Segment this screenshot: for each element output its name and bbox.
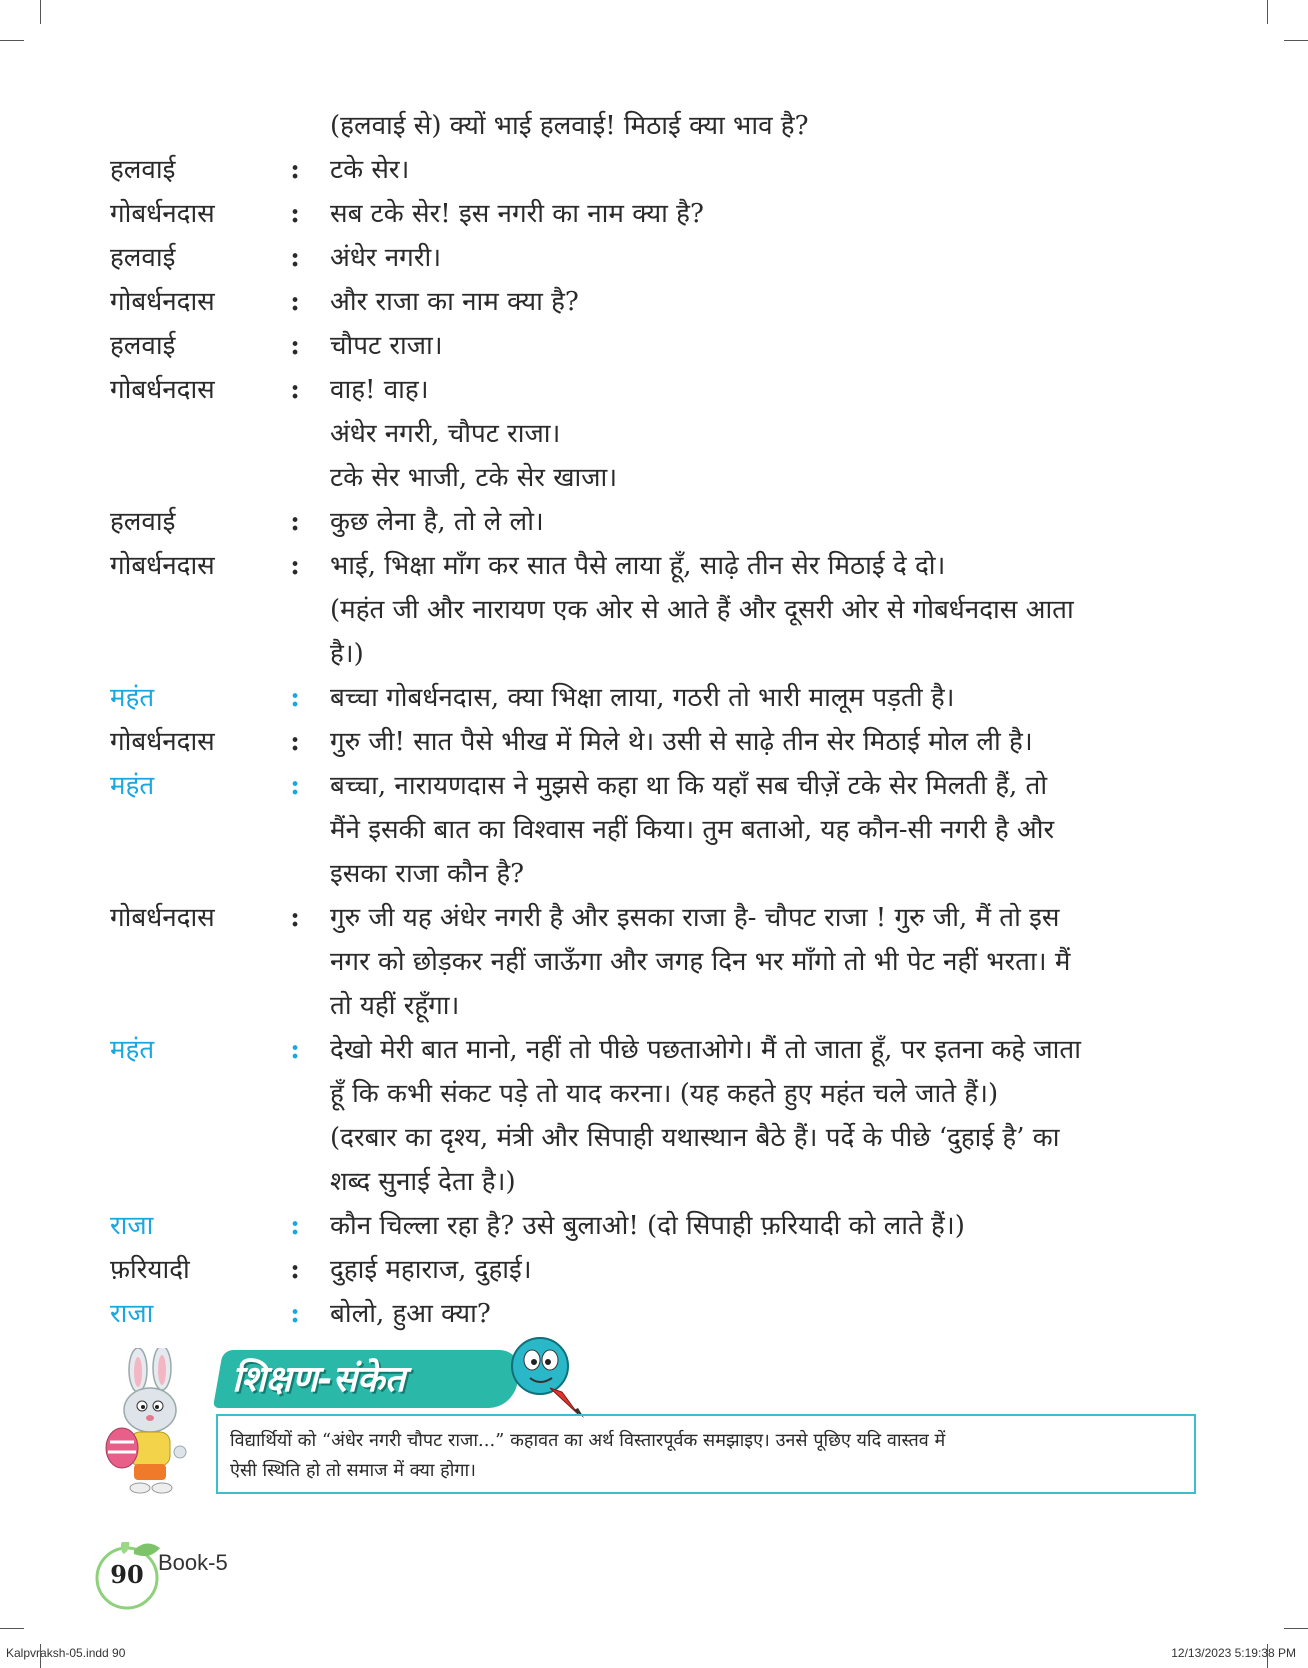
- dialogue-line: दुहाई महाराज, दुहाई।: [330, 1255, 532, 1285]
- speaker-name: गोबर्धनदास: [110, 287, 215, 317]
- dialogue-row: [110, 368, 1200, 500]
- teaching-tip-section: [100, 1330, 1200, 1500]
- dialogue-row: [110, 896, 1200, 1028]
- dialogue-line: कुछ लेना है, तो ले लो।: [330, 507, 544, 537]
- dialogue-text: [330, 544, 1200, 676]
- speaker-name: हलवाई: [110, 155, 176, 185]
- crop-mark: [40, 0, 41, 24]
- speaker-colon: :: [290, 199, 300, 229]
- speaker-name: हलवाई: [110, 507, 176, 537]
- speaker-name: हलवाई: [110, 331, 176, 361]
- dialogue-row: [110, 764, 1200, 896]
- dialogue-line: वाह! वाह।: [330, 375, 429, 405]
- tip-line: ऐसी स्थिति हो तो समाज में क्या होगा।: [230, 1460, 476, 1481]
- file-slug: Kalpvraksh-05.indd 90: [6, 1646, 126, 1660]
- speaker-name: गोबर्धनदास: [110, 199, 215, 229]
- dialogue-text: [330, 676, 1200, 720]
- play-dialogue: [110, 104, 1200, 1336]
- dialogue-text: [330, 280, 1200, 324]
- speaker-colon: :: [290, 683, 300, 713]
- speaker-colon: :: [290, 507, 300, 537]
- book-label: Book-5: [158, 1550, 228, 1575]
- dialogue-text: [330, 720, 1200, 764]
- dialogue-row: [110, 676, 1200, 720]
- dialogue-line: अंधेर नगरी, चौपट राजा।: [330, 419, 561, 449]
- dialogue-text: [330, 368, 1200, 500]
- date-slug: 12/13/2023 5:19:38 PM: [1171, 1646, 1296, 1660]
- dialogue-line: देखो मेरी बात मानो, नहीं तो पीछे पछताओगे। मैं तो जाता हूँ, पर इतना कहे जाता: [330, 1035, 1081, 1065]
- dialogue-text: [330, 192, 1200, 236]
- dialogue-text: [330, 1028, 1200, 1204]
- crop-mark: [1284, 40, 1308, 41]
- dialogue-line: तो यहीं रहूँगा।: [330, 991, 460, 1021]
- crop-mark: [0, 1628, 24, 1629]
- page-number-badge: [94, 1542, 152, 1600]
- dialogue-text: [330, 324, 1200, 368]
- dialogue-row: [110, 236, 1200, 280]
- dialogue-line: हूँ कि कभी संकट पड़े तो याद करना। (यह कहते हुए महंत चले जाते हैं।): [330, 1079, 999, 1109]
- dialogue-row: [110, 1204, 1200, 1248]
- speaker-colon: :: [290, 155, 300, 185]
- dialogue-line: कौन चिल्ला रहा है? उसे बुलाओ! (दो सिपाही फ़रियादी को लाते हैं।): [330, 1211, 965, 1241]
- dialogue-row: [110, 1248, 1200, 1292]
- tip-title: शिक्षण-संकेत: [232, 1359, 406, 1400]
- dialogue-text: [330, 896, 1200, 1028]
- speaker-name: महंत: [110, 683, 155, 713]
- dialogue-line: (हलवाई से) क्यों भाई हलवाई! मिठाई क्या भाव है?: [330, 111, 809, 141]
- speaker-colon: :: [290, 903, 300, 933]
- dialogue-text: [330, 1204, 1200, 1248]
- speaker-name: महंत: [110, 771, 155, 801]
- speaker-name: गोबर्धनदास: [110, 551, 215, 581]
- dialogue-row: [110, 500, 1200, 544]
- speaker-colon: :: [290, 1035, 300, 1065]
- dialogue-line: चौपट राजा।: [330, 331, 443, 361]
- crop-mark: [1284, 1628, 1308, 1629]
- dialogue-line: और राजा का नाम क्या है?: [330, 287, 579, 317]
- tip-line: विद्यार्थियों को “अंधेर नगरी चौपट राजा...” कहावत का अर्थ विस्तारपूर्वक समझाइए। उनसे पूछिए यदि वास्तव में: [230, 1430, 946, 1451]
- dialogue-line: गुरु जी! सात पैसे भीख में मिले थे। उसी से साढ़े तीन सेर मिठाई मोल ली है।: [330, 727, 1033, 757]
- tip-box: [216, 1414, 1196, 1494]
- speaker-name: राजा: [110, 1299, 154, 1329]
- speaker-name: महंत: [110, 1035, 155, 1065]
- pencil-mascot-icon: [500, 1330, 590, 1420]
- dialogue-row: [110, 192, 1200, 236]
- dialogue-line: शब्द सुनाई देता है।): [330, 1167, 516, 1197]
- speaker-colon: :: [290, 1211, 300, 1241]
- bunny-mascot-icon: [100, 1348, 200, 1498]
- crop-mark: [1267, 0, 1268, 24]
- dialogue-line: (दरबार का दृश्य, मंत्री और सिपाही यथास्थान बैठे हैं। पर्दे के पीछे ‘दुहाई है’ का: [330, 1123, 1060, 1153]
- dialogue-line: सब टके सेर! इस नगरी का नाम क्या है?: [330, 199, 704, 229]
- crop-mark: [0, 40, 24, 41]
- dialogue-line: (महंत जी और नारायण एक ओर से आते हैं और दूसरी ओर से गोबर्धनदास आता: [330, 595, 1074, 625]
- speaker-colon: :: [290, 771, 300, 801]
- dialogue-text: [330, 1248, 1200, 1292]
- dialogue-line: इसका राजा कौन है?: [330, 859, 525, 889]
- dialogue-line: बच्चा, नारायणदास ने मुझसे कहा था कि यहाँ सब चीज़ें टके सेर मिलती हैं, तो: [330, 771, 1048, 801]
- dialogue-line: बोलो, हुआ क्या?: [330, 1299, 491, 1329]
- dialogue-line: टके सेर।: [330, 155, 410, 185]
- dialogue-row: [110, 720, 1200, 764]
- dialogue-line: भाई, भिक्षा माँग कर सात पैसे लाया हूँ, साढ़े तीन सेर मिठाई दे दो।: [330, 551, 946, 581]
- speaker-colon: :: [290, 243, 300, 273]
- dialogue-line: है।): [330, 639, 364, 669]
- dialogue-row: [110, 1028, 1200, 1204]
- dialogue-text: [330, 148, 1200, 192]
- dialogue-line: अंधेर नगरी।: [330, 243, 442, 273]
- speaker-name: गोबर्धनदास: [110, 903, 215, 933]
- dialogue-row: [110, 104, 1200, 148]
- speaker-colon: :: [290, 727, 300, 757]
- speaker-colon: :: [290, 1255, 300, 1285]
- dialogue-line: मैंने इसकी बात का विश्वास नहीं किया। तुम बताओ, यह कौन-सी नगरी है और: [330, 815, 1055, 845]
- dialogue-text: [330, 764, 1200, 896]
- dialogue-line: टके सेर भाजी, टके सेर खाजा।: [330, 463, 618, 493]
- dialogue-text: [330, 104, 1200, 148]
- speaker-colon: :: [290, 551, 300, 581]
- dialogue-row: [110, 324, 1200, 368]
- page-number: 90: [110, 1560, 144, 1589]
- speaker-colon: :: [290, 331, 300, 361]
- speaker-name: फ़रियादी: [110, 1255, 190, 1285]
- speaker-name: हलवाई: [110, 243, 176, 273]
- dialogue-row: [110, 544, 1200, 676]
- speaker-colon: :: [290, 1299, 300, 1329]
- speaker-colon: :: [290, 287, 300, 317]
- dialogue-line: नगर को छोड़कर नहीं जाऊँगा और जगह दिन भर माँगो तो भी पेट नहीं भरता। मैं: [330, 947, 1071, 977]
- dialogue-line: गुरु जी यह अंधेर नगरी है और इसका राजा है- चौपट राजा ! गुरु जी, मैं तो इस: [330, 903, 1060, 933]
- dialogue-text: [330, 236, 1200, 280]
- dialogue-text: [330, 500, 1200, 544]
- speaker-colon: :: [290, 375, 300, 405]
- speaker-name: राजा: [110, 1211, 154, 1241]
- dialogue-row: [110, 280, 1200, 324]
- dialogue-line: बच्चा गोबर्धनदास, क्या भिक्षा लाया, गठरी तो भारी मालूम पड़ती है।: [330, 683, 955, 713]
- speaker-name: गोबर्धनदास: [110, 375, 215, 405]
- speaker-name: गोबर्धनदास: [110, 727, 215, 757]
- dialogue-row: [110, 148, 1200, 192]
